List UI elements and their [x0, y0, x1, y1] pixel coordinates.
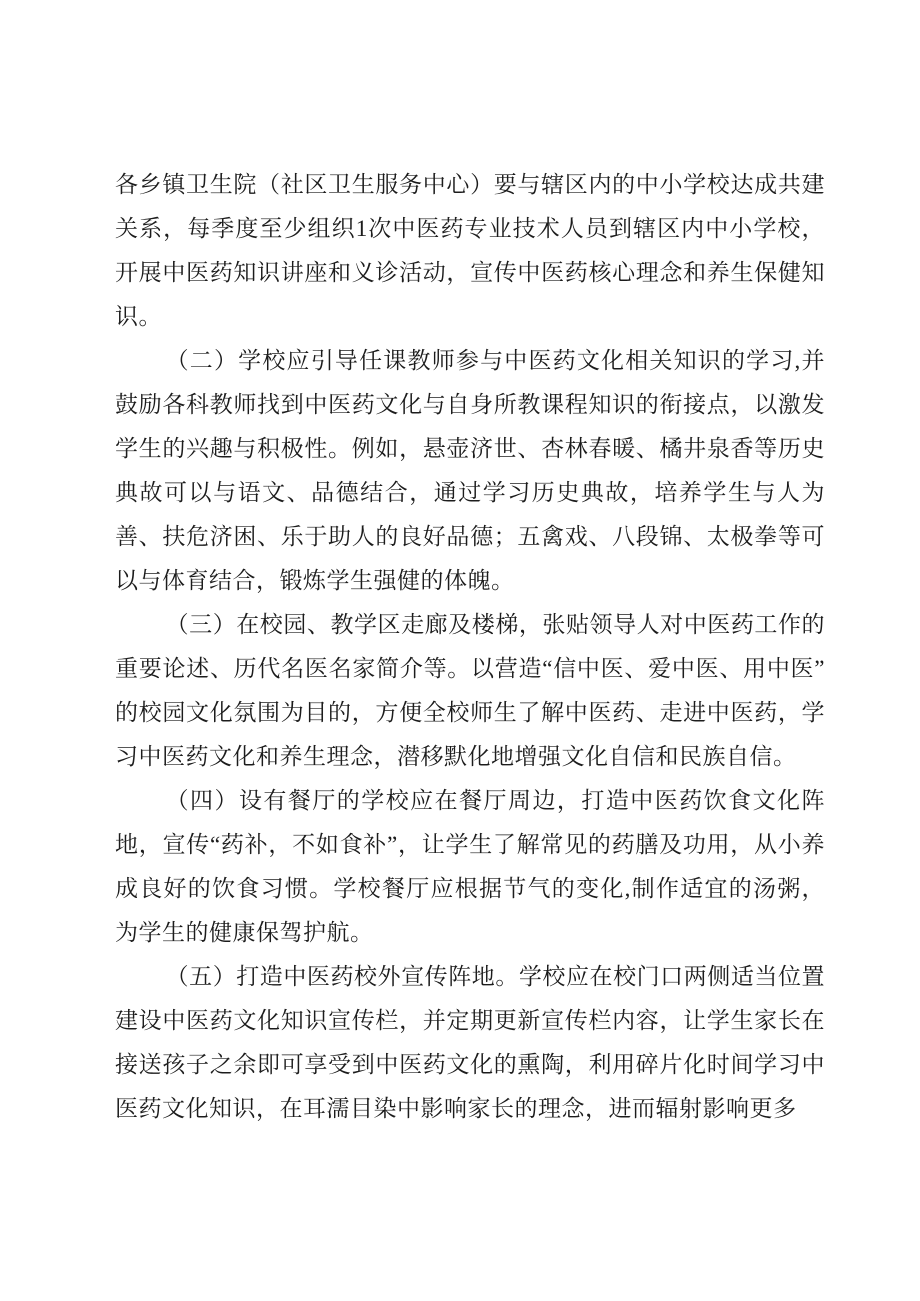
document-body [115, 163, 825, 1131]
paragraph-item-4: （四）设有餐厅的学校应在餐厅周边，打造中医药饮食文化阵地，宣传“药补，不如食补”，让学生了解常见的药膳及功用，从小养成良好的饮食习惯。学校餐厅应根据节气的变化,制作适宜的汤粥，为学生的健康保驾护航。 [115, 788, 825, 945]
paragraph-item-5: （五）打造中医药校外宣传阵地。学校应在校门口两侧适当位置建设中医药文化知识宣传栏，并定期更新宣传栏内容，让学生家长在接送孩子之余即可享受到中医药文化的熏陶，利用碎片化时间学习中医药文化知识，在耳濡目染中影响家长的理念，进而辐射影响更多 [115, 964, 825, 1121]
paragraph-continuation: 各乡镇卫生院（社区卫生服务中心）要与辖区内的中小学校达成共建关系，每季度至少组织1次中医药专业技术人员到辖区内中小学校，开展中医药知识讲座和义诊活动，宣传中医药核心理念和养生保健知识。 [115, 172, 825, 329]
paragraph-item-2: （二）学校应引导任课教师参与中医药文化相关知识的学习,并鼓励各科教师找到中医药文化与自身所教课程知识的衔接点，以激发学生的兴趣与积极性。例如，悬壶济世、杏林春暖、橘井泉香等历史典故可以与语文、品德结合，通过学习历史典故，培养学生与人为善、扶危济困、乐于助人的良好品德；五禽戏、八段锦、太极拳等可以与体育结合，锻炼学生强健的体魄。 [115, 348, 825, 593]
paragraph-item-3: （三）在校园、教学区走廊及楼梯，张贴领导人对中医药工作的重要论述、历代名医名家简介等。以营造“信中医、爱中医、用中医”的校园文化氛围为目的，方便全校师生了解中医药、走进中医药，学习中医药文化和养生理念，潜移默化地增强文化自信和民族自信。 [115, 612, 825, 769]
